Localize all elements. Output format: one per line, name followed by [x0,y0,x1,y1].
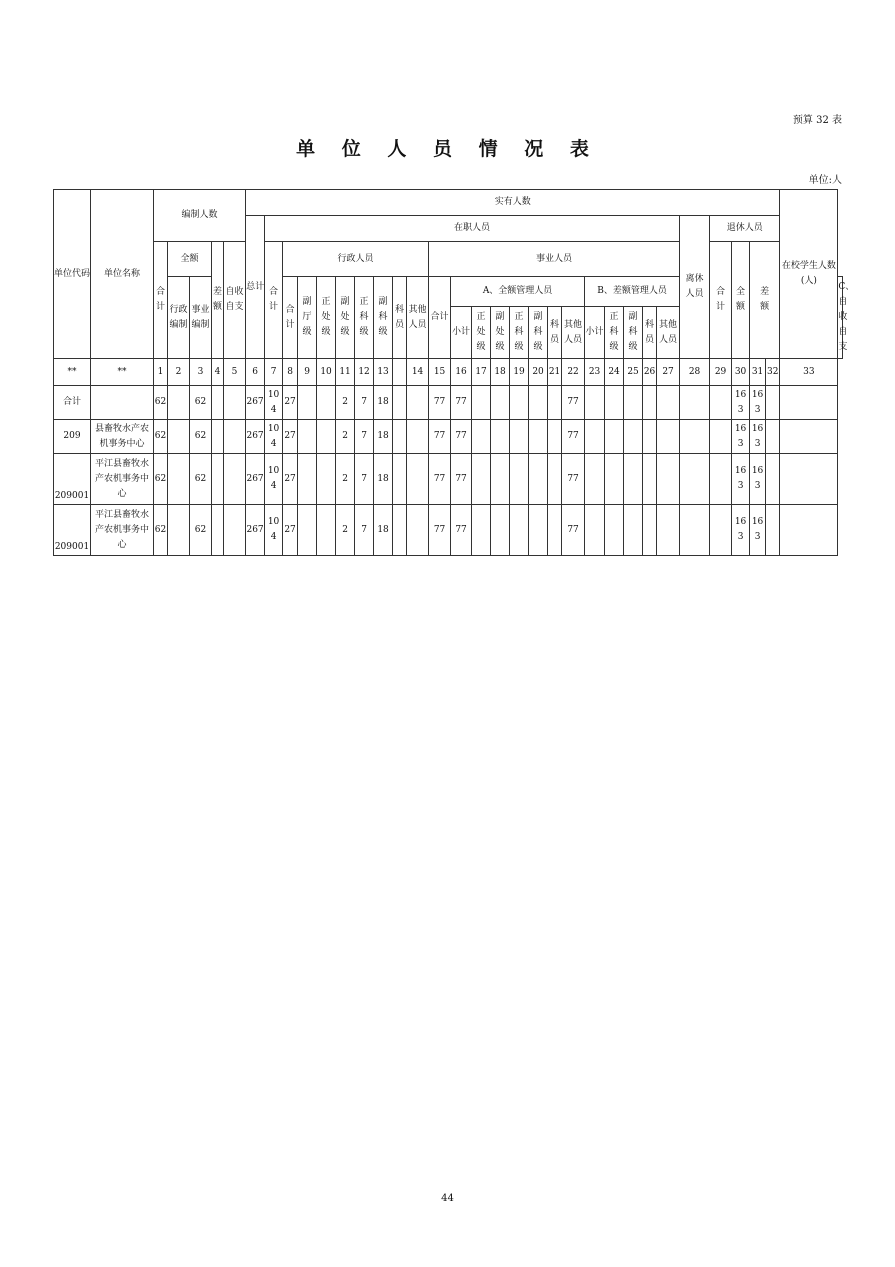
value-cell [780,505,838,556]
value-cell [393,386,407,420]
header-b-zhengke [605,307,624,359]
header-xz-bianzhi [168,277,190,359]
value-cell: 7 [355,454,374,505]
header-shiye: 事业人员 [429,242,680,277]
page-number: 44 [441,1193,454,1204]
value-cell [298,505,317,556]
header-quane-guanli: A、全额管理人员 [451,277,585,307]
value-cell: 267 [246,420,265,454]
code-cell: 33 [780,359,838,386]
value-cell [657,454,680,505]
code-cell: ** [54,359,91,386]
code-cell: 7 [265,359,283,386]
sy-bianzhi-text: 事业编制 [191,304,210,330]
tx-heji-text: 合计 [716,287,726,312]
header-sy-heji: 合计 [429,277,451,359]
value-cell: 163 [750,454,766,505]
value-cell: 18 [374,420,393,454]
value-cell [548,454,562,505]
header-zongji: 总计 [246,216,265,359]
header-a-xiaoji: 小计 [451,307,472,359]
header-a-zhengchu [472,307,491,359]
value-cell [317,505,336,556]
code-cell: ** [91,359,154,386]
value-cell: 77 [429,420,451,454]
value-cell [510,386,529,420]
value-cell: 27 [283,420,298,454]
code-cell: 14 [407,359,429,386]
value-cell: 163 [732,505,750,556]
value-cell [317,420,336,454]
value-cell: 7 [355,420,374,454]
b-qita-text: 其他人员 [659,319,678,345]
value-cell [780,420,838,454]
value-cell [212,420,224,454]
value-cell [168,454,190,505]
value-cell [605,505,624,556]
code-cell: 8 [283,359,298,386]
code-cell: 12 [355,359,374,386]
code-cell: 22 [562,359,585,386]
a-fuke-text: 副科级 [533,312,543,352]
value-cell: 2 [336,420,355,454]
value-cell: 7 [355,386,374,420]
header-quane: 全额 [168,242,212,277]
unit-code-cell: 209001 [54,454,91,505]
value-cell [643,454,657,505]
value-cell [585,386,605,420]
value-cell [605,386,624,420]
unit-code-cell: 合计 [54,386,91,420]
value-cell [168,420,190,454]
value-cell: 27 [283,454,298,505]
value-cell [780,454,838,505]
value-cell [510,420,529,454]
value-cell [224,505,246,556]
value-cell: 18 [374,454,393,505]
table-row [54,420,843,454]
code-cell: 13 [374,359,393,386]
value-cell [657,386,680,420]
unit-name-cell: 平江县畜牧水产农机事务中心 [91,454,154,505]
value-cell [766,505,780,556]
xz-bianzhi-text: 行政编制 [169,304,188,330]
header-bz-zishou [224,242,246,359]
value-cell [491,454,510,505]
value-cell [224,386,246,420]
page-title: 单 位 人 员 情 况 表 [296,138,599,160]
value-cell [680,386,710,420]
bz-heji-text: 合计 [155,287,165,312]
code-cell: 28 [680,359,710,386]
value-cell [624,420,643,454]
value-cell: 163 [732,420,750,454]
code-cell: 26 [643,359,657,386]
value-cell: 2 [336,505,355,556]
table-row [54,505,843,556]
code-cell: 29 [710,359,732,386]
table-number: 预算 32 表 [792,115,842,126]
value-cell [766,386,780,420]
value-cell: 163 [750,420,766,454]
value-cell [643,420,657,454]
header-tx-heji [710,242,732,359]
value-cell [491,386,510,420]
value-cell [585,420,605,454]
header-lixiu [680,216,710,359]
xz-zhengchu-text: 正处级 [321,297,331,337]
unit-name-cell: 平江县畜牧水产农机事务中心 [91,505,154,556]
b-keyuan-text: 科员 [645,319,655,345]
value-cell: 62 [190,386,212,420]
value-cell [585,454,605,505]
value-cell [680,505,710,556]
code-cell: 6 [246,359,265,386]
value-cell: 62 [154,386,168,420]
bz-chae-text: 差额 [212,287,222,312]
value-cell: 104 [265,420,283,454]
unit-code-cell: 209 [54,420,91,454]
value-cell [168,505,190,556]
xz-zhengke-text: 正科级 [359,297,369,337]
value-cell: 77 [562,386,585,420]
value-cell [548,420,562,454]
code-cell: 11 [336,359,355,386]
table-row [54,454,843,505]
code-cell: 1 [154,359,168,386]
code-cell: 5 [224,359,246,386]
code-cell: 30 [732,359,750,386]
b-zhengke-text: 正科级 [609,312,619,352]
value-cell [624,454,643,505]
value-cell [680,454,710,505]
code-cell: 16 [451,359,472,386]
value-cell [624,386,643,420]
tx-quane-text: 全额 [736,287,746,312]
header-unit-code: 单位代码 [54,190,91,359]
header-b-qita [657,307,680,359]
xz-qita-text: 其他人员 [408,304,427,330]
code-cell: 17 [472,359,491,386]
header-unit-name: 单位名称 [91,190,154,359]
value-cell [510,454,529,505]
header-a-keyuan [548,307,562,359]
xz-fuchu-text: 副处级 [340,297,350,337]
a-zhengke-text: 正科级 [514,312,524,352]
header-xingzheng: 行政人员 [283,242,429,277]
value-cell [605,454,624,505]
bz-zishou-text: 自收自支 [225,287,244,312]
value-cell [529,420,548,454]
value-cell: 104 [265,386,283,420]
code-cell: 23 [585,359,605,386]
value-cell: 163 [732,454,750,505]
value-cell: 7 [355,505,374,556]
a-keyuan-text: 科员 [550,319,560,345]
value-cell [393,420,407,454]
value-cell [212,386,224,420]
value-cell: 77 [451,454,472,505]
code-cell: 21 [548,359,562,386]
header-xz-zhengchu [317,277,336,359]
value-cell: 77 [562,454,585,505]
value-cell [298,386,317,420]
value-cell: 77 [451,386,472,420]
value-cell [605,420,624,454]
value-cell [407,505,429,556]
value-cell [317,386,336,420]
unit-label: 单位:人 [808,175,842,186]
header-tx-quane [732,242,750,359]
value-cell: 163 [750,386,766,420]
header-bz-heji [154,242,168,359]
personnel-table [53,189,855,556]
value-cell: 2 [336,454,355,505]
value-cell: 163 [732,386,750,420]
code-cell: 24 [605,359,624,386]
value-cell: 18 [374,505,393,556]
value-cell [491,420,510,454]
code-cell: 18 [491,359,510,386]
code-cell: 31 [750,359,766,386]
header-a-qita [562,307,585,359]
value-cell: 77 [451,505,472,556]
header-xz-qita [407,277,429,359]
value-cell [657,505,680,556]
value-cell [657,420,680,454]
xz-heji-text: 合计 [285,304,295,330]
value-cell: 62 [190,454,212,505]
unit-name-cell [91,386,154,420]
value-cell [298,420,317,454]
value-cell [710,454,732,505]
code-cell: 4 [212,359,224,386]
value-cell [224,454,246,505]
value-cell: 77 [429,386,451,420]
value-cell: 77 [562,420,585,454]
lixiu-text: 离休人员 [685,274,704,299]
value-cell: 77 [451,420,472,454]
value-cell: 27 [283,386,298,420]
value-cell: 163 [750,505,766,556]
value-cell [529,505,548,556]
header-c-zishou: C、自收自支 [838,277,843,359]
value-cell [317,454,336,505]
value-cell [510,505,529,556]
zz-heji-text: 合计 [269,287,279,312]
header-bz-chae [212,242,224,359]
value-cell [393,505,407,556]
value-cell [529,386,548,420]
code-cell: 3 [190,359,212,386]
unit-code-cell: 209001 [54,505,91,556]
value-cell: 2 [336,386,355,420]
a-zhengchu-text: 正处级 [476,312,486,352]
value-cell [766,420,780,454]
code-cell: 10 [317,359,336,386]
value-cell [680,420,710,454]
value-cell [585,505,605,556]
value-cell [472,420,491,454]
header-a-fuke [529,307,548,359]
value-cell: 104 [265,454,283,505]
value-cell [472,386,491,420]
header-tuixiu: 退休人员 [710,216,780,242]
value-cell [407,420,429,454]
unit-name-cell: 县畜牧水产农机事务中心 [91,420,154,454]
header-xz-zhengke [355,277,374,359]
value-cell [548,505,562,556]
code-cell: 15 [429,359,451,386]
value-cell [710,386,732,420]
value-cell [224,420,246,454]
table-row [54,386,843,420]
code-cell [393,359,407,386]
value-cell [407,454,429,505]
value-cell: 27 [283,505,298,556]
code-cell: 9 [298,359,317,386]
header-b-keyuan [643,307,657,359]
code-cell: 25 [624,359,643,386]
value-cell: 267 [246,454,265,505]
code-cell: 2 [168,359,190,386]
header-zz-heji [265,242,283,359]
header-b-fuke [624,307,643,359]
header-shiyou: 实有人数 [246,190,780,216]
value-cell [766,454,780,505]
value-cell [212,505,224,556]
value-cell: 77 [562,505,585,556]
value-cell: 267 [246,386,265,420]
header-bianzhi: 编制人数 [154,190,246,242]
value-cell [472,454,491,505]
header-xz-fuke [374,277,393,359]
code-cell: 20 [529,359,548,386]
header-chae-guanli: B、差额管理人员 [585,277,680,307]
value-cell: 77 [429,505,451,556]
header-xz-fuchu [336,277,355,359]
data-rows [54,386,843,556]
value-cell [472,505,491,556]
a-fuchu-text: 副处级 [495,312,505,352]
header-xz-futing [298,277,317,359]
value-cell [529,454,548,505]
value-cell [212,454,224,505]
value-cell: 104 [265,505,283,556]
value-cell [624,505,643,556]
value-cell: 267 [246,505,265,556]
value-cell: 18 [374,386,393,420]
b-fuke-text: 副科级 [628,312,638,352]
xz-keyuan-text: 科员 [395,304,405,330]
header-tx-chae [750,242,780,359]
value-cell: 62 [190,505,212,556]
value-cell [643,386,657,420]
header-a-zhengke [510,307,529,359]
value-cell [548,386,562,420]
tx-chae-text: 差额 [760,287,770,312]
header-students: 在校学生人数(人) [780,190,838,359]
header-xz-heji [283,277,298,359]
value-cell [168,386,190,420]
value-cell: 77 [429,454,451,505]
value-cell: 62 [154,505,168,556]
value-cell: 62 [190,420,212,454]
xz-fuke-text: 副科级 [378,297,388,337]
header-sy-bianzhi [190,277,212,359]
code-cell: 32 [766,359,780,386]
header-b-xiaoji: 小计 [585,307,605,359]
header-xz-keyuan [393,277,407,359]
header-a-fuchu [491,307,510,359]
value-cell [393,454,407,505]
value-cell [710,420,732,454]
value-cell: 62 [154,454,168,505]
value-cell [407,386,429,420]
code-cell: 27 [657,359,680,386]
xz-futing-text: 副厅级 [302,297,312,337]
header-zaizhi: 在职人员 [265,216,680,242]
a-qita-text: 其他人员 [564,319,583,345]
value-cell [710,505,732,556]
value-cell [298,454,317,505]
value-cell [491,505,510,556]
value-cell [780,386,838,420]
value-cell [643,505,657,556]
code-cell: 19 [510,359,529,386]
value-cell: 62 [154,420,168,454]
column-code-row [54,359,843,386]
